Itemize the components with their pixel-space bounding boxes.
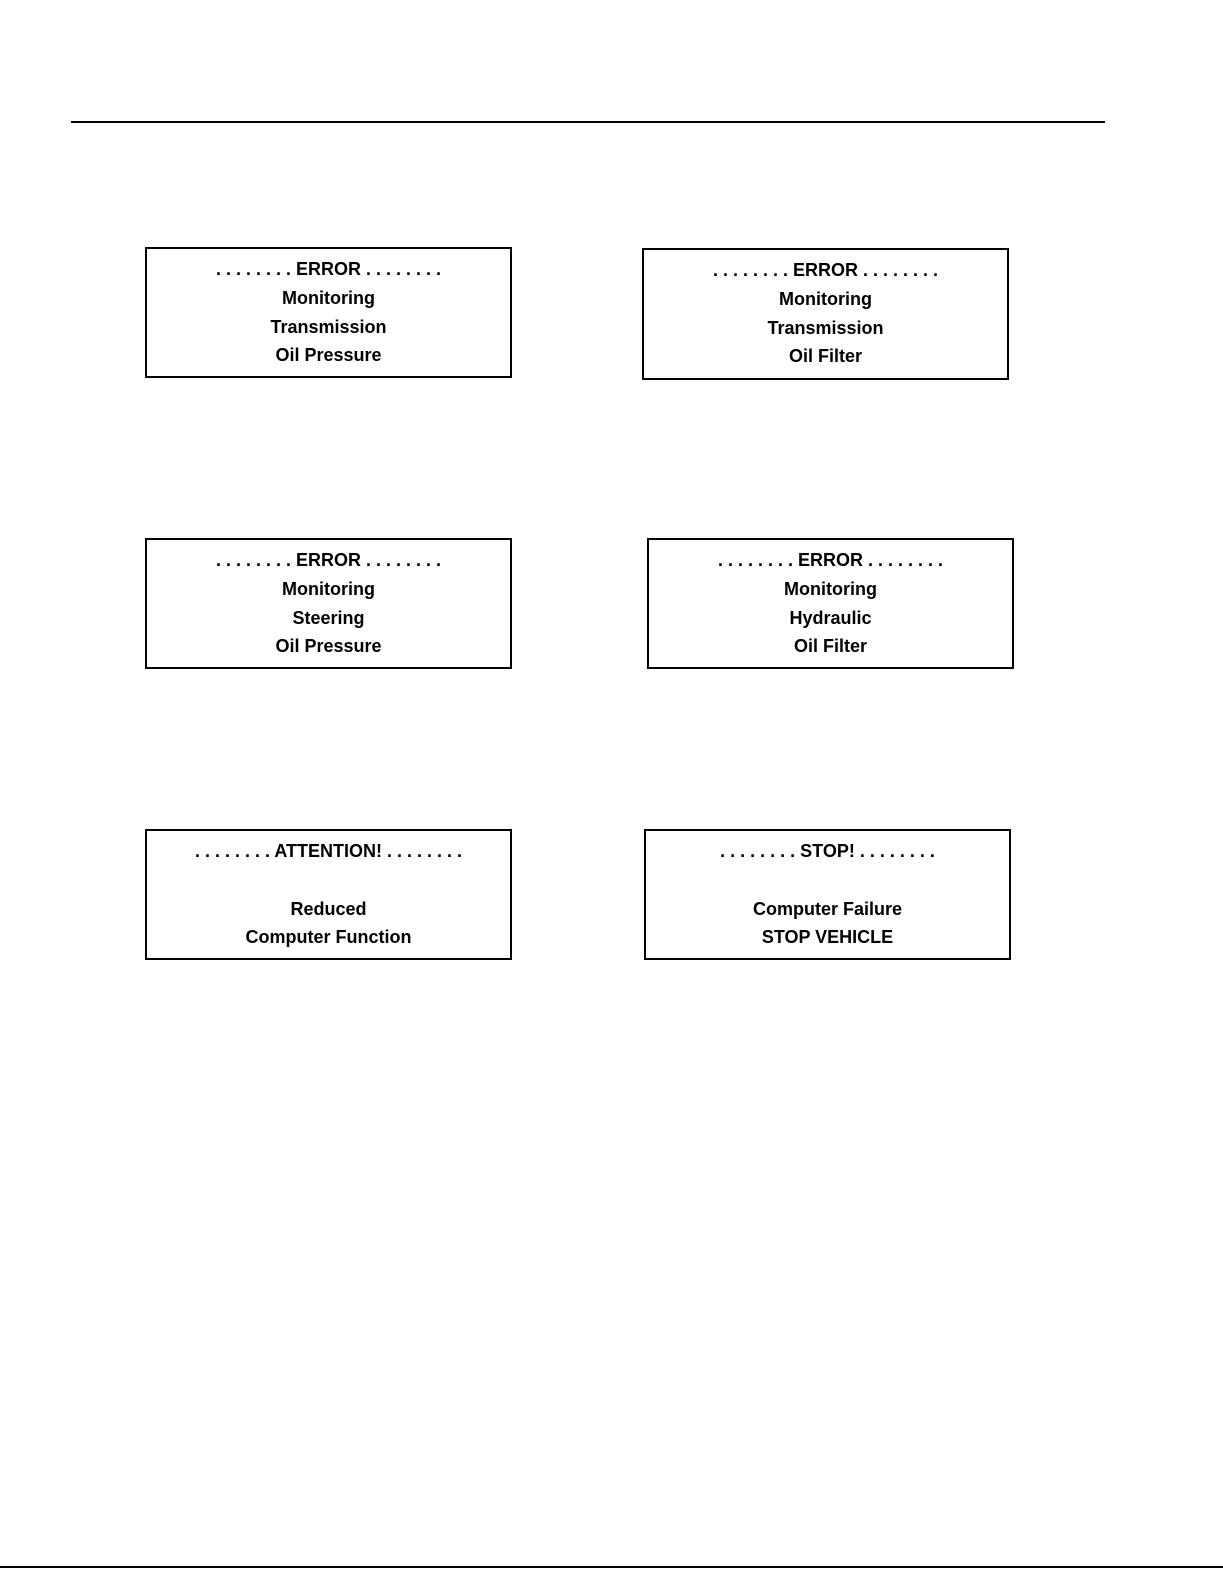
display-panel-attention [145, 829, 512, 960]
panel-line-message: Computer Function [245, 927, 412, 947]
panel-line-monitoring: Monitoring [282, 579, 375, 599]
panel-line-message: Reduced [290, 899, 367, 919]
panel-line-fault: Oil Filter [788, 346, 862, 366]
display-panel-transmission-oil-filter [642, 248, 1009, 380]
panel-line-system: Transmission [767, 318, 884, 338]
display-panel-stop [644, 829, 1011, 960]
display-panel-steering-oil-pressure [145, 538, 512, 669]
panel-line-system: Transmission [270, 317, 387, 337]
display-panel-hydraulic-oil-filter [647, 538, 1014, 669]
panel-line-monitoring: Monitoring [779, 289, 872, 309]
panel-line-message: STOP VEHICLE [761, 927, 894, 947]
panel-header: . . . . . . . . ERROR . . . . . . . . [215, 550, 442, 570]
panel-line-fault: Oil Pressure [275, 345, 382, 365]
panel-line-fault: Oil Pressure [275, 636, 382, 656]
panel-header: . . . . . . . . ATTENTION! . . . . . . . . [194, 841, 462, 861]
panel-header: . . . . . . . . ERROR . . . . . . . . [215, 259, 442, 279]
panel-line-monitoring: Monitoring [282, 288, 375, 308]
header-rule [71, 121, 1105, 123]
panel-header: . . . . . . . . STOP! . . . . . . . . [720, 841, 935, 861]
panel-header: . . . . . . . . ERROR . . . . . . . . [717, 550, 944, 570]
panel-line-system: Hydraulic [789, 608, 872, 628]
panel-header: . . . . . . . . ERROR . . . . . . . . [712, 260, 939, 280]
display-panel-transmission-oil-pressure [145, 247, 512, 378]
panel-line-system: Steering [292, 608, 365, 628]
panel-line-message: Computer Failure [752, 899, 903, 919]
panel-line-fault: Oil Filter [793, 636, 867, 656]
panel-line-monitoring: Monitoring [784, 579, 877, 599]
footer-rule [0, 1566, 1223, 1568]
